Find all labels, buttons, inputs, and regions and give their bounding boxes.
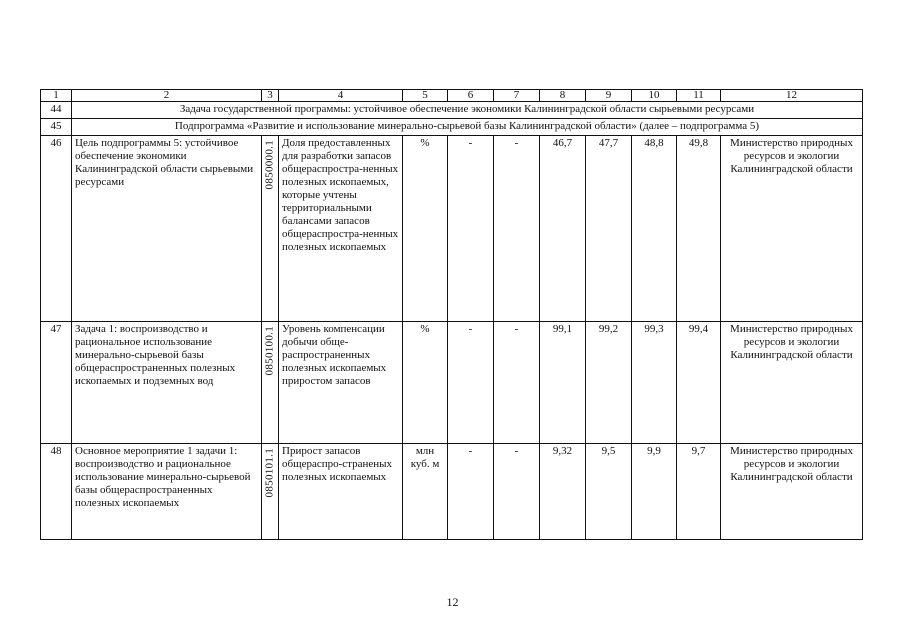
value-cell: 49,8 — [677, 136, 721, 322]
responsible-executor: Министерство природных ресурсов и экологии Калининградской области — [721, 136, 863, 322]
value-cell: - — [448, 444, 494, 540]
row-number: 47 — [41, 322, 72, 444]
indicator-name: Доля предоставленных для разработки запасов общераспростра-ненных полезных ископаемых, которые учтены территориальными балансами запасов общераспростра-ненных полезных ископаемых — [279, 136, 403, 322]
value-cell: - — [448, 136, 494, 322]
program-element-name: Основное мероприятие 1 задачи 1: воспроизводство и рациональное использование минерально-сырьевой базы общераспространенных полезных ископаемых — [72, 444, 262, 540]
value-cell: 99,1 — [540, 322, 586, 444]
indicator-name: Уровень компенсации добычи обще-распространенных полезных ископаемых приростом запасов — [279, 322, 403, 444]
row-number: 48 — [41, 444, 72, 540]
indicator-name: Прирост запасов общераспро-страненых полезных ископаемых — [279, 444, 403, 540]
column-number-row — [41, 90, 863, 102]
value-cell: - — [494, 136, 540, 322]
indicators-table — [40, 89, 863, 540]
value-cell: 99,4 — [677, 322, 721, 444]
code-cell — [262, 444, 279, 540]
code-cell — [262, 322, 279, 444]
value-cell: 47,7 — [586, 136, 632, 322]
responsible-executor: Министерство природных ресурсов и экологии Калининградской области — [721, 444, 863, 540]
value-cell: 9,9 — [632, 444, 677, 540]
column-header: 3 — [262, 90, 279, 102]
row-number: 44 — [41, 102, 72, 119]
section-heading: Подпрограмма «Развитие и использование минерально-сырьевой базы Калининградской области» (далее – подпрограмма 5) — [72, 119, 863, 136]
value-cell: 99,2 — [586, 322, 632, 444]
value-cell: - — [448, 322, 494, 444]
responsible-executor: Министерство природных ресурсов и экологии Калининградской области — [721, 322, 863, 444]
value-cell: 9,5 — [586, 444, 632, 540]
unit-cell: млн куб. м — [403, 444, 448, 540]
column-header: 4 — [279, 90, 403, 102]
column-header: 7 — [494, 90, 540, 102]
value-cell: - — [494, 322, 540, 444]
value-cell: 99,3 — [632, 322, 677, 444]
program-element-name: Задача 1: воспроизводство и рациональное использование минерально-сырьевой базы общераспространенных полезных ископаемых и подземных вод — [72, 322, 262, 444]
code-cell — [262, 136, 279, 322]
unit-cell: % — [403, 136, 448, 322]
program-code: 0850100.1 — [263, 326, 276, 376]
section-heading: Задача государственной программы: устойчивое обеспечение экономики Калининградской области сырьевыми ресурсами — [72, 102, 863, 119]
table-row — [41, 102, 863, 119]
value-cell: - — [494, 444, 540, 540]
column-header: 10 — [632, 90, 677, 102]
table-row — [41, 119, 863, 136]
column-header: 11 — [677, 90, 721, 102]
row-number: 45 — [41, 119, 72, 136]
table-row — [41, 444, 863, 540]
unit-cell: % — [403, 322, 448, 444]
table-row — [41, 136, 863, 322]
column-header: 8 — [540, 90, 586, 102]
program-code: 0850000.1 — [263, 140, 276, 190]
value-cell: 48,8 — [632, 136, 677, 322]
column-header: 2 — [72, 90, 262, 102]
value-cell: 9,7 — [677, 444, 721, 540]
column-header: 5 — [403, 90, 448, 102]
value-cell: 9,32 — [540, 444, 586, 540]
column-header: 6 — [448, 90, 494, 102]
row-number: 46 — [41, 136, 72, 322]
program-code: 0850101.1 — [263, 448, 276, 498]
column-header: 12 — [721, 90, 863, 102]
table-row — [41, 322, 863, 444]
value-cell: 46,7 — [540, 136, 586, 322]
program-element-name: Цель подпрограммы 5: устойчивое обеспечение экономики Калининградской области сырьевыми ресурсами — [72, 136, 262, 322]
page-number: 12 — [446, 595, 459, 609]
column-header: 9 — [586, 90, 632, 102]
column-header: 1 — [41, 90, 72, 102]
